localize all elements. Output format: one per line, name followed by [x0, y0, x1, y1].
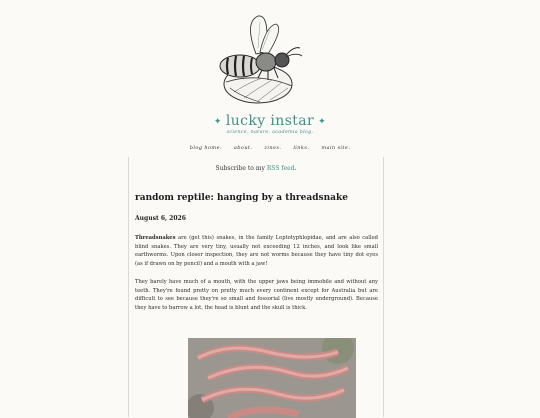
paragraph-1-bold: Threadsnakes	[135, 235, 176, 241]
subscribe-prefix: Subscribe to my	[215, 165, 267, 172]
subscribe-line	[129, 165, 383, 172]
main-nav	[0, 145, 540, 151]
threadsnake-photo	[188, 338, 356, 418]
blog-title-text[interactable]: lucky instar	[225, 113, 315, 129]
paragraph-1-text: are (get this) snakes, in the family Leptotyphlopidae, and are also called blind snakes. They are very tiny, usually not exceeding 12 inches, and look like small earthworms. Upon closer inspection, they are not worms because they have tiny dot eyes (as if drawn on by pencil) and a mouth with a jaw!	[135, 235, 378, 267]
nav-zines[interactable]: zines.	[264, 145, 282, 151]
post-date: August 6, 2026	[135, 215, 186, 222]
rss-feed-link[interactable]: RSS feed	[266, 165, 295, 172]
nav-blog-home[interactable]: blog home.	[189, 145, 222, 151]
nav-links[interactable]: links.	[293, 145, 310, 151]
bee-wings	[250, 16, 278, 54]
tagline: science, nature, academia blog.	[226, 129, 314, 135]
post-title[interactable]: random reptile: hanging by a threadsnake	[135, 193, 348, 203]
subscribe-suffix: .	[294, 165, 297, 172]
post-paragraph-1	[135, 234, 378, 268]
post-paragraph-2: They barely have much of a mouth, with the upper jaws being immobile and without any teeth. They're found pretty on pretty much every continent except for Australia but are difficult to see because they're so small and fossorial (live mostly underground). Because they have to barrow a lot, the head is blunt and the skull is thick.	[135, 279, 378, 311]
bee-logo-icon[interactable]	[210, 12, 312, 110]
content-column	[128, 157, 384, 417]
nav-main-site[interactable]: main site.	[321, 145, 351, 151]
left-star-icon: ✦	[213, 117, 222, 127]
right-star-icon: ✦	[318, 117, 327, 127]
nav-about[interactable]: about.	[233, 145, 253, 151]
blog-title[interactable]	[0, 113, 540, 129]
